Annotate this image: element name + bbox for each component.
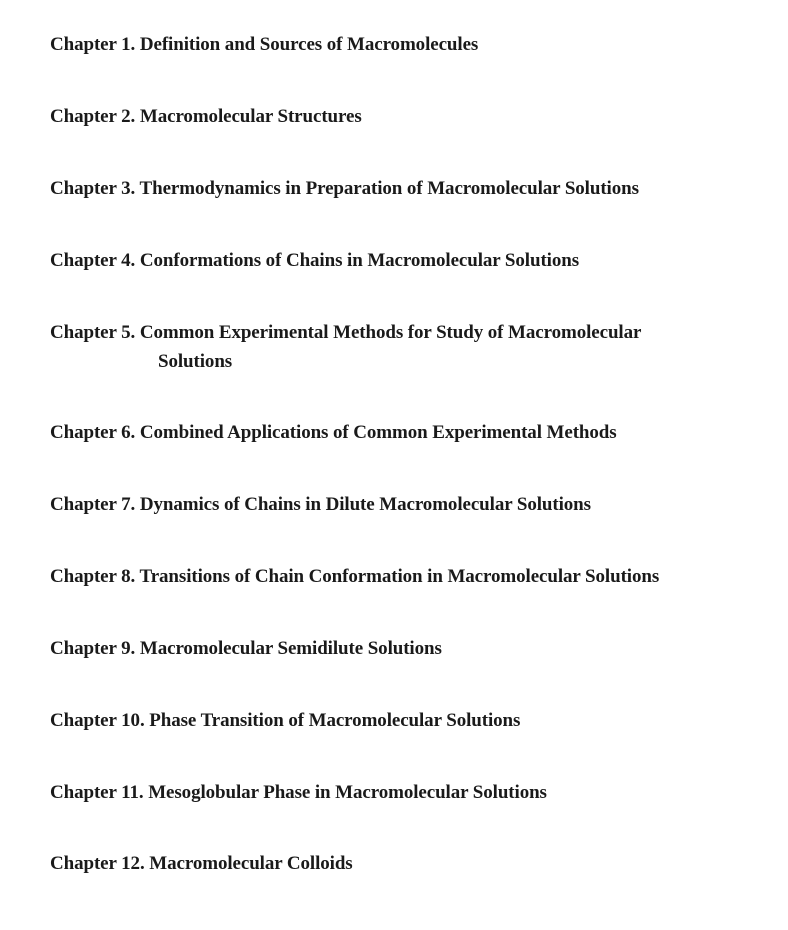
chapter-title-continuation: Solutions	[158, 351, 233, 372]
chapter-entry-5	[50, 318, 641, 376]
chapter-entry-7	[50, 490, 591, 519]
chapter-number: Chapter 7.	[50, 494, 136, 515]
chapter-number: Chapter 5.	[50, 322, 136, 343]
chapter-number: Chapter 8.	[50, 566, 136, 587]
chapter-title: Thermodynamics in Preparation of Macromolecular Solutions	[139, 178, 639, 199]
chapter-title: Dynamics of Chains in Dilute Macromolecular Solutions	[139, 494, 591, 515]
chapter-number: Chapter 1.	[50, 34, 136, 55]
chapter-number: Chapter 12.	[50, 853, 145, 874]
chapter-title: Conformations of Chains in Macromolecular Solutions	[139, 250, 580, 271]
chapter-entry-6	[50, 418, 617, 447]
chapter-entry-4	[50, 246, 579, 275]
chapter-title: Macromolecular Structures	[139, 106, 362, 127]
chapter-title: Macromolecular Semidilute Solutions	[139, 638, 442, 659]
chapter-title: Transitions of Chain Conformation in Macromolecular Solutions	[139, 566, 660, 587]
chapter-entry-10	[50, 706, 520, 735]
chapter-number: Chapter 4.	[50, 250, 136, 271]
chapter-title: Definition and Sources of Macromolecules	[139, 34, 479, 55]
chapter-entry-3	[50, 174, 639, 203]
chapter-title: Macromolecular Colloids	[149, 853, 353, 874]
chapter-title: Mesoglobular Phase in Macromolecular Solutions	[148, 782, 547, 803]
chapter-title: Phase Transition of Macromolecular Solutions	[149, 710, 521, 731]
chapter-entry-8	[50, 562, 659, 591]
chapter-entry-1	[50, 30, 478, 59]
chapter-number: Chapter 2.	[50, 106, 136, 127]
chapter-number: Chapter 9.	[50, 638, 136, 659]
chapter-entry-2	[50, 102, 362, 131]
chapter-entry-11	[50, 778, 547, 807]
chapter-entry-9	[50, 634, 442, 663]
chapter-number: Chapter 6.	[50, 422, 136, 443]
chapter-entry-12	[50, 849, 353, 878]
chapter-number: Chapter 3.	[50, 178, 136, 199]
chapter-number: Chapter 10.	[50, 710, 145, 731]
chapter-number: Chapter 11.	[50, 782, 144, 803]
chapter-title: Combined Applications of Common Experimental Methods	[139, 422, 617, 443]
chapter-title: Common Experimental Methods for Study of Macromolecular	[139, 322, 642, 343]
